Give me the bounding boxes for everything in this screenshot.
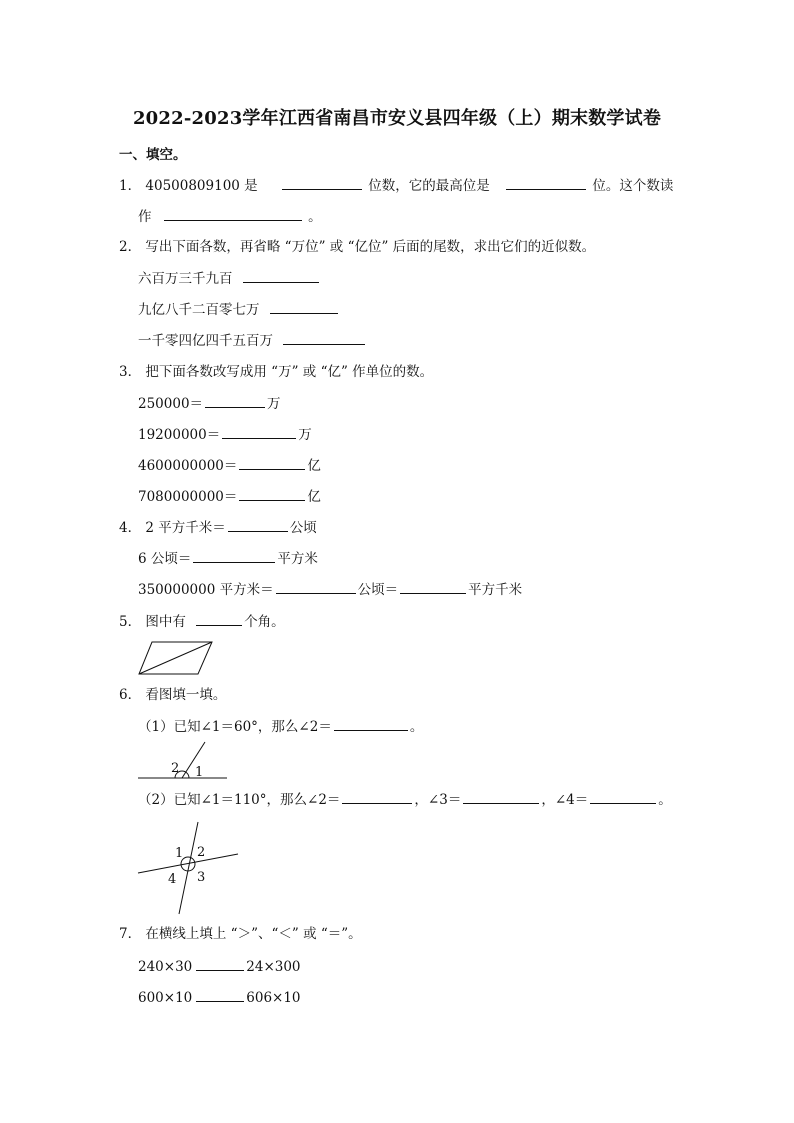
question-number: 6． [119,687,142,703]
unit-text: 平方千米 [468,582,523,598]
answer-blank[interactable] [239,456,305,470]
unit-text: 公顷 [289,520,317,536]
angle-label-4: 4 [168,872,177,887]
answer-blank[interactable] [239,487,305,501]
question-text: ，∠3＝ [414,792,462,808]
question-7 [119,925,362,943]
section-heading: 一、填空。 [119,147,187,163]
angle-label-1: 1 [175,846,184,861]
answer-blank[interactable] [164,207,302,221]
question-number: 4． [119,520,142,536]
question-text: 。 [308,209,322,225]
sub-question-2 [138,790,672,809]
angle-label-3: 3 [197,870,206,885]
answer-blank[interactable] [193,549,275,563]
answer-blank[interactable] [196,612,242,626]
question-6 [119,686,226,704]
question-text: 。 [409,719,424,735]
item-text: 24×300 [246,959,301,975]
sub-item [138,549,318,568]
unit-text: 亿 [307,458,321,474]
question-text: ，∠4＝ [541,792,589,808]
question-text: （2）已知∠1＝110°，那么∠2＝ [138,792,341,808]
angle-label-2: 2 [197,845,206,860]
answer-blank[interactable] [276,580,356,594]
answer-blank[interactable] [243,269,319,283]
answer-blank[interactable] [283,331,365,345]
item-text: 一千零四亿四千五百万 [138,333,273,349]
sub-item [138,580,522,599]
question-4 [119,518,317,537]
answer-blank[interactable] [590,790,656,804]
question-text: 位。这个数读 [592,178,674,194]
question-number: 7． [119,926,142,942]
unit-text: 平方米 [277,551,318,567]
sub-item [138,300,340,319]
question-5 [119,612,285,631]
answer-blank[interactable] [205,394,265,408]
sub-item [138,394,281,413]
item-text: 7080000000＝ [138,489,238,505]
question-text: 在横线上填上 “＞”、“＜” 或 “＝”。 [145,926,362,942]
answer-blank[interactable] [334,717,408,731]
question-text: 把下面各数改写成用 “万” 或 “亿” 作单位的数。 [145,364,434,380]
sub-item [138,487,321,506]
answer-blank[interactable] [282,176,362,190]
item-text: 240×30 [138,959,193,975]
item-text: 2 平方千米＝ [145,520,226,536]
item-text: 250000＝ [138,396,204,412]
question-3 [119,363,433,381]
answer-blank[interactable] [196,988,244,1002]
question-text: 个角。 [244,614,285,630]
answer-blank[interactable] [400,580,466,594]
answer-blank[interactable] [463,790,539,804]
sub-question-1 [138,717,423,736]
page-title: 2022-2023学年江西省南昌市安义县四年级（上）期末数学试卷 [132,108,662,129]
item-text: 19200000＝ [138,427,221,443]
item-text: 公顷＝ [357,582,399,598]
question-2 [119,238,595,256]
answer-blank[interactable] [270,300,338,314]
sub-item [138,988,301,1007]
angle-label-2: 2 [171,761,180,776]
item-text: 350000000 平方米＝ [138,582,274,598]
answer-blank[interactable] [196,957,244,971]
unit-text: 万 [267,396,281,412]
item-text: 6 公顷＝ [138,551,192,567]
item-text: 4600000000＝ [138,458,238,474]
question-text: 位数，它的最高位是 [368,178,490,194]
question-number: 3． [119,364,142,380]
angle-figure-1 [138,740,230,782]
question-text: 作 [138,209,152,225]
parallelogram-figure [138,640,214,676]
sub-item [138,269,321,288]
question-text: 图中有 [145,614,186,630]
question-text: 看图填一填。 [145,687,227,703]
question-text: （1）已知∠1＝60°，那么∠2＝ [138,719,332,735]
question-1 [119,176,673,195]
question-1-continued [138,207,322,226]
question-number: 1． [119,178,142,194]
angle-label-1: 1 [195,765,204,780]
answer-blank[interactable] [342,790,412,804]
angle-figure-2 [138,818,240,918]
item-text: 九亿八千二百零七万 [138,302,260,318]
item-text: 606×10 [246,990,301,1006]
sub-item [138,331,367,350]
item-text: 600×10 [138,990,193,1006]
item-text: 六百万三千九百 [138,271,233,287]
question-number: 2． [119,239,142,255]
sub-item [138,425,312,444]
answer-blank[interactable] [228,518,288,532]
sub-item [138,456,321,475]
sub-item [138,957,301,976]
question-text: 写出下面各数，再省略 “万位” 或 “亿位” 后面的尾数，求出它们的近似数。 [145,239,596,255]
unit-text: 万 [298,427,312,443]
question-text: 40500809100 是 [145,178,258,194]
answer-blank[interactable] [506,176,586,190]
question-text: 。 [658,792,672,808]
answer-blank[interactable] [222,425,296,439]
unit-text: 亿 [307,489,321,505]
question-number: 5． [119,614,142,630]
